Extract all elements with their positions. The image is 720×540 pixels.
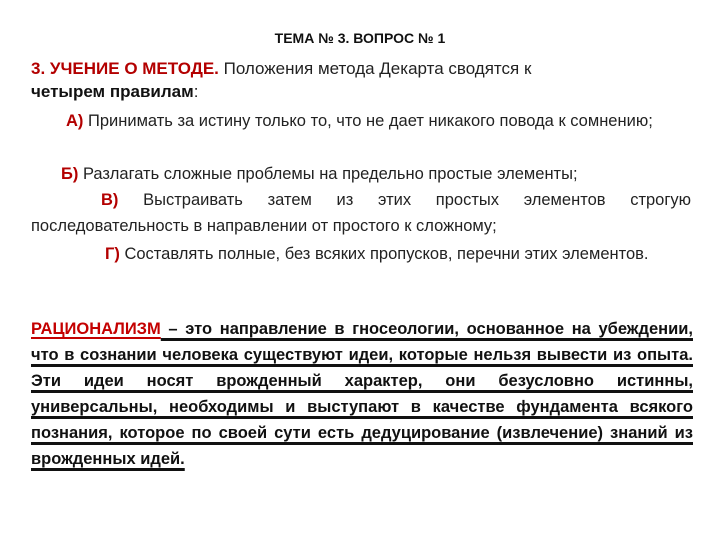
rule-c-letter: В) xyxy=(101,191,119,209)
rule-b-text: Разлагать сложные проблемы на предельно простые элементы; xyxy=(78,165,578,183)
intro-colon: : xyxy=(193,82,199,101)
section-heading: 3. УЧЕНИЕ О МЕТОДЕ. xyxy=(31,59,219,78)
intro-text: Положения метода Декарта сводятся к xyxy=(218,59,532,78)
rule-b-letter: Б) xyxy=(61,165,79,183)
rule-c xyxy=(31,187,691,239)
rule-d-text: Составлять полные, без всяких пропусков, перечни этих элементов. xyxy=(119,245,649,263)
rule-b xyxy=(31,161,691,187)
four-rules-label: четырем правилам xyxy=(31,82,194,101)
intro-paragraph xyxy=(31,57,691,103)
rule-c-text: Выстраивать затем из этих простых элементов строгую последовательность в направлении от простого к сложному; xyxy=(31,191,691,235)
rule-a xyxy=(31,108,691,134)
rule-d-letter: Г) xyxy=(105,245,120,263)
rule-a-text: Принимать за истину только то, что не дает никакого повода к сомнению; xyxy=(83,112,653,130)
rationalism-text: – это направление в гносеологии, основанное на убеждении, что в сознании человека существуют идеи, которые нельзя вывести из опыта. Эти идеи носят врожденный характер, они безусловно истинны, универсальны, необходимы и выступают в качестве фундамента всякого познания, которое по своей сути есть дедуцирование (извлечение) знаний из врожденных идей. xyxy=(31,320,693,468)
rule-a-letter: А) xyxy=(66,112,84,130)
rationalism-term: РАЦИОНАЛИЗМ xyxy=(31,320,161,338)
slide-title: ТЕМА № 3. ВОПРОС № 1 xyxy=(274,30,446,46)
rationalism-definition xyxy=(31,316,693,472)
rule-d xyxy=(31,241,691,267)
